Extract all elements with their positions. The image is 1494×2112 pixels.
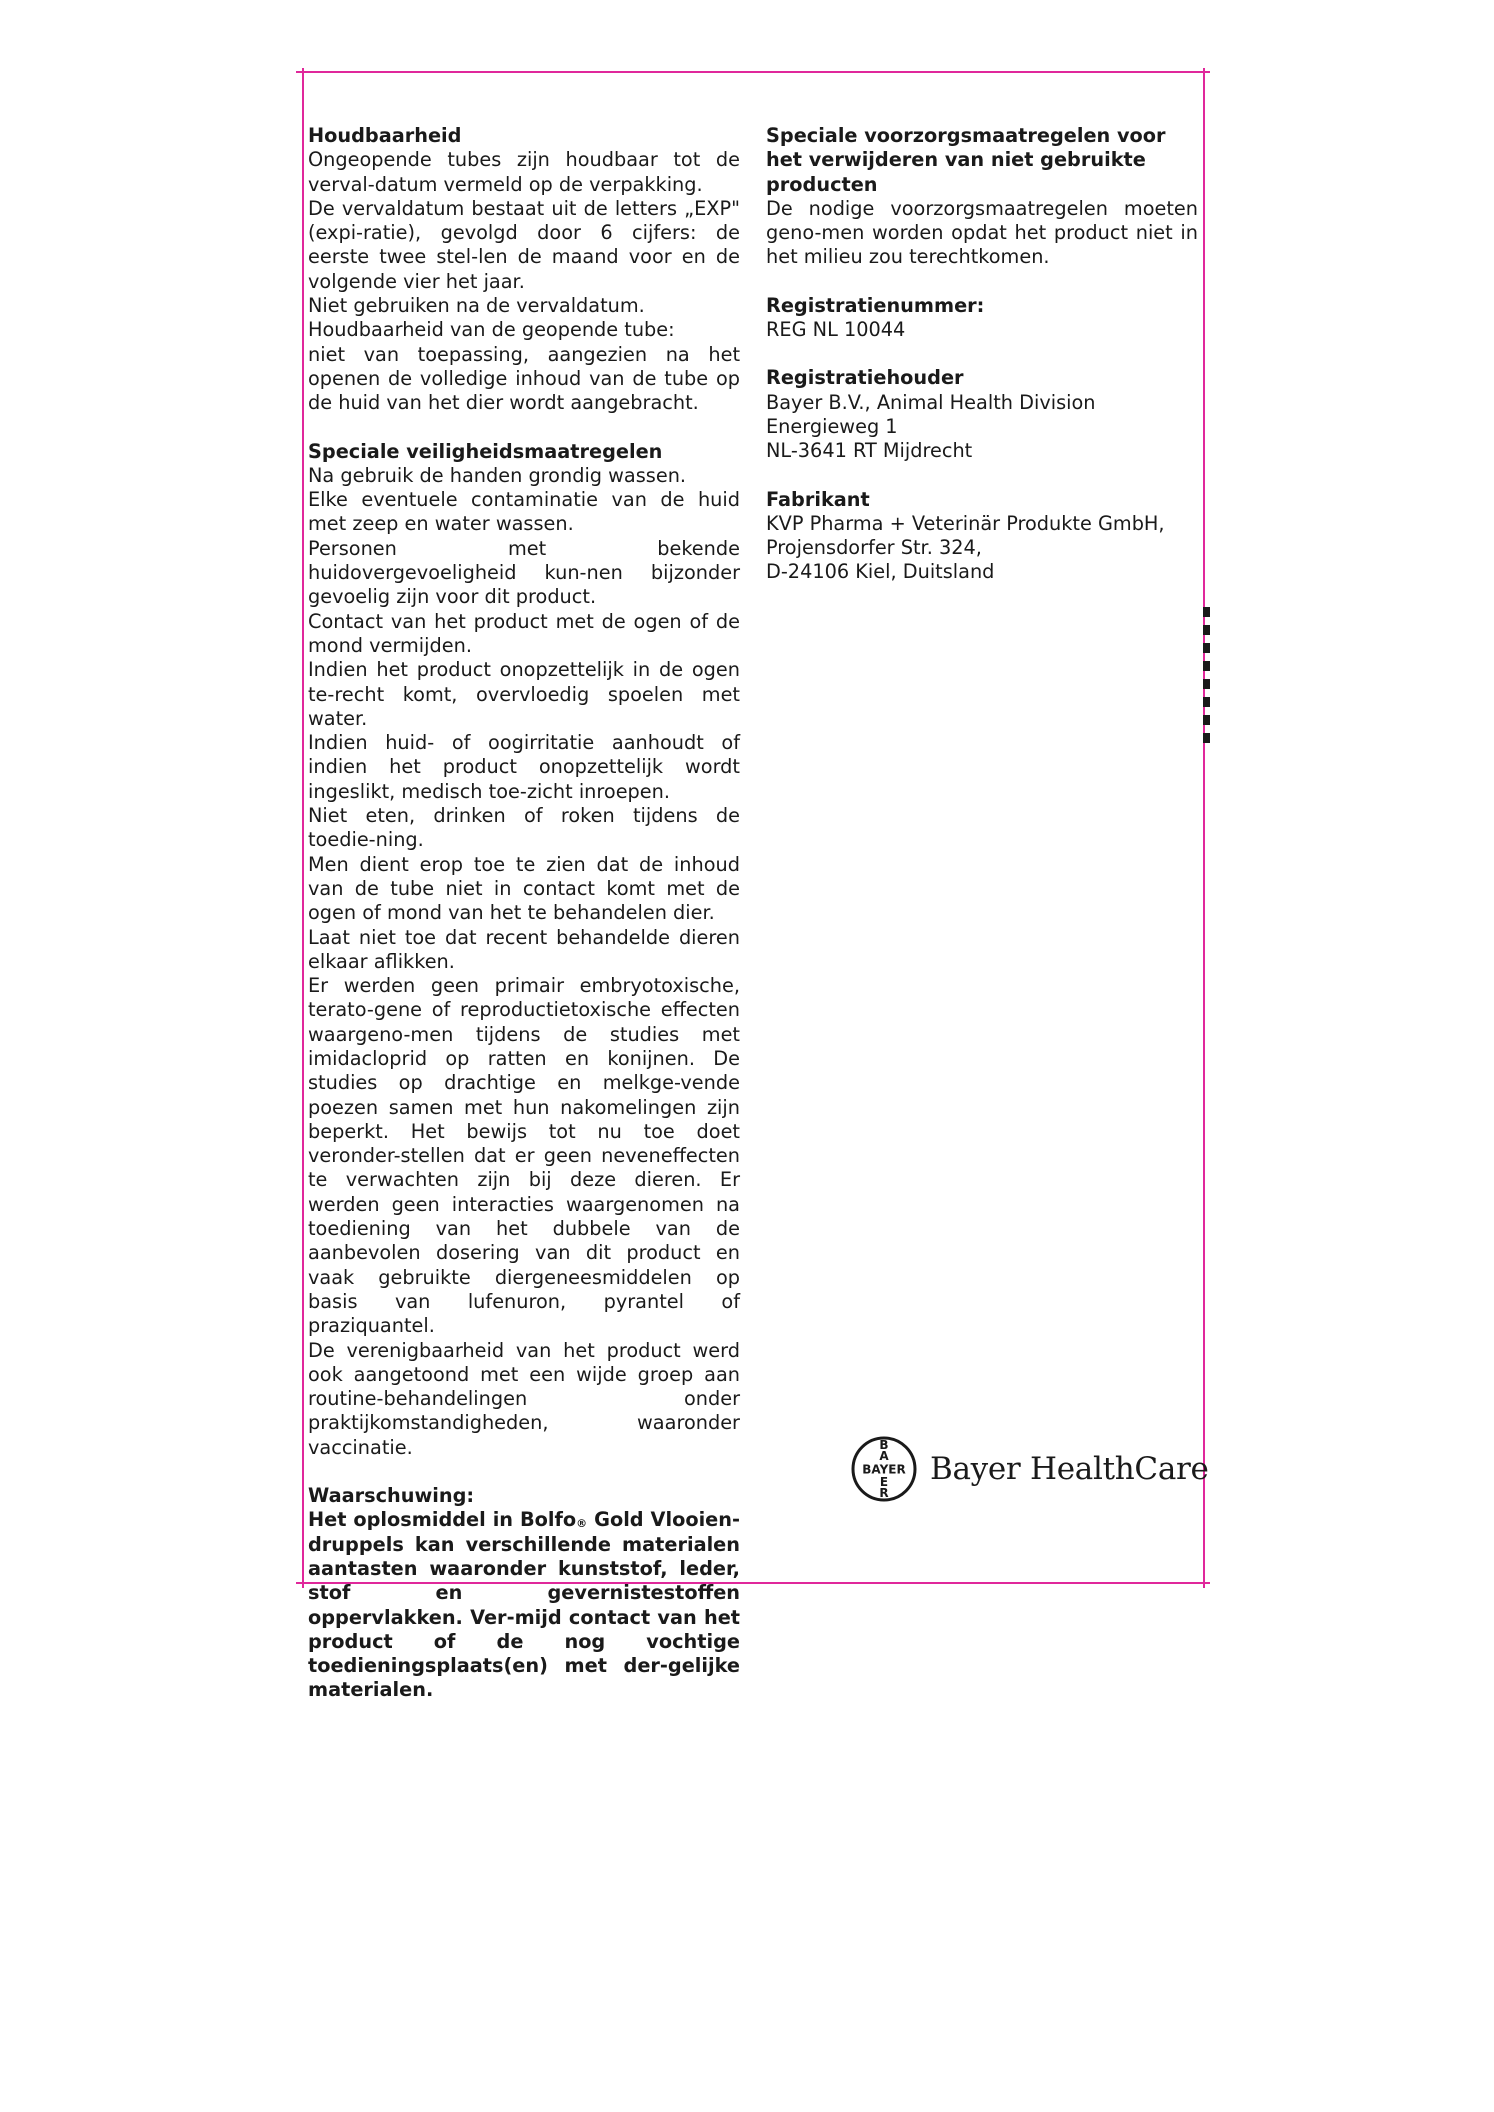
svg-text:A: A [879, 1449, 889, 1463]
left-column [308, 124, 740, 1703]
bayer-cross-icon [850, 1435, 918, 1503]
safety-paragraph: Er werden geen primair embryotoxische, terato-gene of reproductietoxische effecten waargeno-men tijdens de studies met imidacloprid op ratten en konijnen. De studies op drachtige en melkge-vende poezen samen met hun nakomelingen zijn beperkt. Het bewijs tot nu toe doet veronder-stellen dat er geen neveneffecten te verwachten zijn bij deze dieren. Er werden geen interacties waargenomen na toediening van het dubbele van de aanbevolen dosering van dit product en vaak gebruikte diergeneesmiddelen op basis van lufenuron, pyrantel of praziquantel. [308, 974, 740, 1338]
safety-heading: Speciale veiligheidsmaatregelen [308, 439, 663, 463]
svg-text:E: E [879, 1475, 889, 1489]
safety-paragraph: Men dient erop toe te zien dat de inhoud van de tube niet in contact komt met de ogen of mond van het te behandelen dier. [308, 852, 740, 925]
registration-number-value: REG NL 10044 [766, 318, 906, 342]
svg-text:B: B [879, 1438, 889, 1452]
trim-line-left [302, 68, 304, 1588]
right-column [766, 124, 1198, 585]
safety-paragraph: Na gebruik de handen grondig wassen. [308, 463, 687, 487]
safety-text [308, 464, 740, 1460]
registration-holder-address [766, 391, 1198, 464]
address-line: Projensdorfer Str. 324, [766, 536, 982, 560]
manufacturer-heading: Fabrikant [766, 487, 870, 511]
svg-text:R: R [879, 1486, 889, 1500]
safety-paragraph: Niet eten, drinken of roken tijdens de toedie-ning. [308, 804, 740, 852]
safety-paragraph: Indien huid- of oogirritatie aanhoudt of indien het product onopzettelijk wordt ingeslikt, medisch toe-zicht inroepen. [308, 731, 740, 803]
bayer-healthcare-logo [850, 1434, 1209, 1504]
address-line: KVP Pharma + Veterinär Produkte GmbH, [766, 511, 1165, 535]
safety-paragraph: Personen met bekende huidovergevoeligheid kun-nen bijzonder gevoelig zijn voor dit product. [308, 536, 740, 609]
shelf-life-heading: Houdbaarheid [308, 124, 462, 147]
shelf-life-paragraph: Houdbaarheid van de geopende tube: [308, 318, 675, 342]
shelf-life-paragraph: Ongeopende tubes zijn houdbaar tot de verval-datum vermeld op de verpakking. [308, 148, 740, 196]
safety-paragraph: Elke eventuele contaminatie van de huid met zeep en water wassen. [308, 488, 740, 536]
trim-line-right [1203, 68, 1205, 1588]
address-line: NL-3641 RT Mijdrecht [766, 439, 973, 463]
safety-paragraph: Laat niet toe dat recent behandelde dieren elkaar aflikken. [308, 925, 740, 973]
safety-paragraph: De verenigbaarheid van het product werd ook aangetoond met een wijde groep aan routine-behandelingen onder praktijkomstandigheden, waaronder vaccinatie. [308, 1338, 740, 1459]
manufacturer-address [766, 512, 1198, 585]
shelf-life-paragraph: niet van toepassing, aangezien na het openen de volledige inhoud van de tube op de huid van het dier wordt aangebracht. [308, 342, 740, 415]
disposal-heading: Speciale voorzorgsmaatregelen voor het verwijderen van niet gebruikte producten [766, 124, 1166, 196]
print-registration-marks [1203, 607, 1210, 747]
address-line: Energieweg 1 [766, 414, 898, 438]
svg-text:BAYER: BAYER [862, 1462, 906, 1477]
disposal-text: De nodige voorzorgsmaatregelen moeten geno-men worden opdat het product niet in het milieu zou terechtkomen. [766, 196, 1198, 269]
trim-line-top [296, 71, 1210, 73]
warning-text: Het oplosmiddel in Bolfo® Gold Vlooien-druppels kan verschillende materialen aantasten waaronder kunststof, leder, stof en gevernistestoffen oppervlakken. Ver-mijd contact van het product of de nog vochtige toedieningsplaats(en) met der-gelijke materialen. [308, 1508, 740, 1702]
address-line: Bayer B.V., Animal Health Division [766, 390, 1096, 414]
registration-number-heading: Registratienummer: [766, 293, 985, 317]
shelf-life-text [308, 148, 740, 415]
safety-paragraph: Contact van het product met de ogen of de mond vermijden. [308, 609, 740, 657]
logo-text: Bayer HealthCare [930, 1451, 1209, 1487]
warning-heading: Waarschuwing: [308, 1484, 475, 1508]
safety-paragraph: Indien het product onopzettelijk in de ogen te-recht komt, overvloedig spoelen met water. [308, 658, 740, 730]
address-line: D-24106 Kiel, Duitsland [766, 560, 995, 584]
registered-mark: ® [576, 1517, 588, 1531]
shelf-life-paragraph: De vervaldatum bestaat uit de letters „EXP" (expi-ratie), gevolgd door 6 cijfers: de eerste twee stel-len de maand voor en de volgende vier het jaar. [308, 196, 740, 293]
registration-holder-heading: Registratiehouder [766, 366, 964, 390]
shelf-life-paragraph: Niet gebruiken na de vervaldatum. [308, 294, 645, 318]
